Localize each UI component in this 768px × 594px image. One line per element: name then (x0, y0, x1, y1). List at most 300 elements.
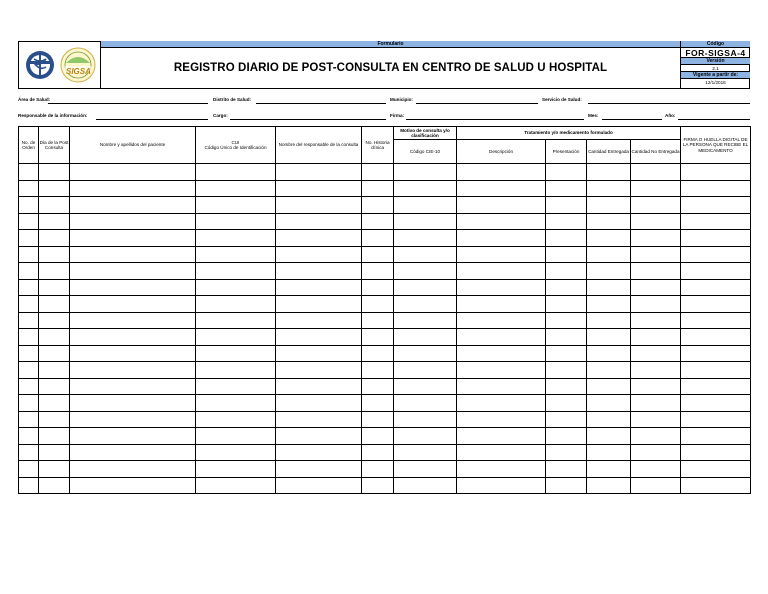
table-cell[interactable] (587, 246, 631, 263)
month-field[interactable] (602, 119, 662, 120)
table-cell[interactable] (19, 395, 39, 412)
table-cell[interactable] (681, 428, 751, 445)
table-cell[interactable] (546, 230, 587, 247)
table-cell[interactable] (394, 395, 457, 412)
table-row (19, 378, 751, 395)
table-cell[interactable] (457, 444, 546, 461)
service-label: Servicio de Salud: (542, 97, 582, 102)
table-cell[interactable] (631, 197, 681, 214)
table-cell[interactable] (394, 411, 457, 428)
table-cell[interactable] (362, 296, 394, 313)
col-delivered-header: Cantidad Entregada (587, 140, 631, 164)
district-field[interactable] (256, 103, 386, 104)
table-cell[interactable] (546, 197, 587, 214)
table-cell[interactable] (276, 395, 362, 412)
table-cell[interactable] (457, 213, 546, 230)
table-cell[interactable] (631, 362, 681, 379)
col-cui-title: CUI (231, 139, 240, 145)
table-cell[interactable] (39, 395, 70, 412)
table-cell[interactable] (39, 279, 70, 296)
district-label: Distrito de Salud: (213, 97, 252, 102)
table-cell[interactable] (196, 395, 276, 412)
table-cell[interactable] (681, 345, 751, 362)
table-cell[interactable] (196, 378, 276, 395)
table-cell[interactable] (587, 428, 631, 445)
table-body (19, 164, 751, 494)
table-cell[interactable] (457, 345, 546, 362)
table-cell[interactable] (681, 329, 751, 346)
table-cell[interactable] (631, 329, 681, 346)
table-cell[interactable] (546, 428, 587, 445)
table-cell[interactable] (276, 296, 362, 313)
table-cell[interactable] (362, 164, 394, 181)
table-cell[interactable] (70, 230, 196, 247)
logo-area (18, 41, 101, 89)
table-cell[interactable] (546, 180, 587, 197)
table-cell[interactable] (39, 362, 70, 379)
table-cell[interactable] (631, 345, 681, 362)
table-cell[interactable] (362, 180, 394, 197)
table-cell[interactable] (196, 362, 276, 379)
table-cell[interactable] (19, 279, 39, 296)
table-cell[interactable] (70, 180, 196, 197)
table-cell[interactable] (19, 296, 39, 313)
table-cell[interactable] (631, 378, 681, 395)
table-cell[interactable] (631, 411, 681, 428)
table-cell[interactable] (70, 213, 196, 230)
post-consult-table (18, 126, 751, 494)
table-cell[interactable] (362, 197, 394, 214)
table-cell[interactable] (587, 329, 631, 346)
table-cell[interactable] (19, 197, 39, 214)
table-cell[interactable] (681, 312, 751, 329)
responsible-label: Responsable de la información: (18, 113, 88, 118)
table-cell[interactable] (587, 180, 631, 197)
table-cell[interactable] (457, 180, 546, 197)
table-cell[interactable] (362, 263, 394, 280)
table-cell[interactable] (362, 444, 394, 461)
table-cell[interactable] (19, 230, 39, 247)
table-cell[interactable] (19, 444, 39, 461)
table-cell[interactable] (546, 477, 587, 494)
table-cell[interactable] (39, 378, 70, 395)
table-cell[interactable] (587, 230, 631, 247)
table-cell[interactable] (276, 444, 362, 461)
table-cell[interactable] (276, 246, 362, 263)
table-cell[interactable] (546, 395, 587, 412)
area-field[interactable] (48, 103, 208, 104)
table-cell[interactable] (394, 213, 457, 230)
table-row (19, 428, 751, 445)
table-cell[interactable] (457, 395, 546, 412)
table-cell[interactable] (457, 246, 546, 263)
table-cell[interactable] (276, 329, 362, 346)
position-field[interactable] (230, 119, 386, 120)
table-cell[interactable] (276, 411, 362, 428)
table-cell[interactable] (394, 362, 457, 379)
version-value: 2.1 (681, 65, 750, 72)
table-cell[interactable] (19, 164, 39, 181)
table-cell[interactable] (546, 246, 587, 263)
table-cell[interactable] (19, 213, 39, 230)
table-cell[interactable] (362, 378, 394, 395)
table-cell[interactable] (39, 263, 70, 280)
col-not-delivered-header: Cantidad No Entregada (631, 140, 681, 164)
table-cell[interactable] (196, 246, 276, 263)
month-label: Mes: (588, 113, 599, 118)
table-cell[interactable] (587, 296, 631, 313)
table-cell[interactable] (70, 246, 196, 263)
table-cell[interactable] (631, 461, 681, 478)
table-cell[interactable] (394, 477, 457, 494)
col-cie-header: Código CIE-10 (394, 140, 457, 164)
table-cell[interactable] (276, 345, 362, 362)
responsible-field[interactable] (96, 119, 208, 120)
table-cell[interactable] (196, 197, 276, 214)
table-cell[interactable] (394, 180, 457, 197)
table-cell[interactable] (70, 411, 196, 428)
col-history-header: No. Historia clínica (362, 127, 394, 164)
table-row (19, 246, 751, 263)
table-row (19, 345, 751, 362)
form-type-bar: Formulario (101, 41, 680, 48)
table-cell[interactable] (681, 213, 751, 230)
table-cell[interactable] (681, 444, 751, 461)
table-cell[interactable] (681, 279, 751, 296)
table-cell[interactable] (196, 444, 276, 461)
table-cell[interactable] (681, 477, 751, 494)
table-cell[interactable] (196, 477, 276, 494)
table-cell[interactable] (394, 263, 457, 280)
table-cell[interactable] (19, 378, 39, 395)
table-cell[interactable] (70, 279, 196, 296)
table-cell[interactable] (362, 213, 394, 230)
table-cell[interactable] (70, 461, 196, 478)
table-cell[interactable] (546, 461, 587, 478)
table-cell[interactable] (681, 296, 751, 313)
table-cell[interactable] (681, 378, 751, 395)
table-cell[interactable] (546, 312, 587, 329)
table-cell[interactable] (681, 411, 751, 428)
table-cell[interactable] (457, 312, 546, 329)
table-cell[interactable] (196, 164, 276, 181)
table-cell[interactable] (70, 395, 196, 412)
table-cell[interactable] (362, 395, 394, 412)
code-value: FOR-SIGSA-4 (681, 48, 750, 58)
table-cell[interactable] (546, 296, 587, 313)
col-reason-header: Motivo de consulta y/o clasificación (394, 127, 457, 140)
table-cell[interactable] (394, 378, 457, 395)
table-cell[interactable] (546, 411, 587, 428)
table-cell[interactable] (19, 263, 39, 280)
table-cell[interactable] (546, 263, 587, 280)
table-cell[interactable] (196, 279, 276, 296)
table-cell[interactable] (457, 279, 546, 296)
table-cell[interactable] (631, 180, 681, 197)
table-cell[interactable] (39, 411, 70, 428)
table-cell[interactable] (457, 329, 546, 346)
table-cell[interactable] (70, 197, 196, 214)
table-cell[interactable] (362, 279, 394, 296)
table-cell[interactable] (39, 312, 70, 329)
table-cell[interactable] (362, 411, 394, 428)
table-cell[interactable] (681, 197, 751, 214)
table-cell[interactable] (587, 411, 631, 428)
table-row (19, 411, 751, 428)
table-cell[interactable] (394, 428, 457, 445)
table-cell[interactable] (587, 395, 631, 412)
table-cell[interactable] (631, 246, 681, 263)
table-cell[interactable] (196, 345, 276, 362)
table-cell[interactable] (19, 329, 39, 346)
table-row (19, 230, 751, 247)
table-cell[interactable] (276, 230, 362, 247)
table-cell[interactable] (70, 263, 196, 280)
table-cell[interactable] (457, 378, 546, 395)
table-cell[interactable] (362, 246, 394, 263)
table-cell[interactable] (39, 230, 70, 247)
table-cell[interactable] (39, 444, 70, 461)
table-cell[interactable] (587, 477, 631, 494)
table-row (19, 296, 751, 313)
table-cell[interactable] (39, 345, 70, 362)
col-presentation-header: Presentación (546, 140, 587, 164)
table-cell[interactable] (362, 345, 394, 362)
logo-text: SIGSA (66, 67, 91, 76)
table-cell[interactable] (362, 230, 394, 247)
table-cell[interactable] (681, 246, 751, 263)
table-row (19, 213, 751, 230)
table-cell[interactable] (276, 362, 362, 379)
table-cell[interactable] (39, 213, 70, 230)
page-title: REGISTRO DIARIO DE POST-CONSULTA EN CENTRO DE SALUD U HOSPITAL (173, 62, 608, 74)
table-cell[interactable] (276, 197, 362, 214)
table-cell[interactable] (587, 263, 631, 280)
table-row (19, 279, 751, 296)
table-cell[interactable] (587, 164, 631, 181)
table-cell[interactable] (19, 428, 39, 445)
table-cell[interactable] (587, 197, 631, 214)
table-cell[interactable] (587, 312, 631, 329)
table-cell[interactable] (457, 296, 546, 313)
table-cell[interactable] (196, 411, 276, 428)
table-cell[interactable] (546, 345, 587, 362)
table-cell[interactable] (394, 444, 457, 461)
table-row (19, 477, 751, 494)
table-cell[interactable] (70, 428, 196, 445)
table-cell[interactable] (70, 329, 196, 346)
table-cell[interactable] (587, 378, 631, 395)
table-row (19, 197, 751, 214)
municipality-label: Municipio: (390, 97, 413, 102)
table-cell[interactable] (681, 395, 751, 412)
table-cell[interactable] (276, 164, 362, 181)
table-cell[interactable] (394, 164, 457, 181)
table-cell[interactable] (196, 230, 276, 247)
table-cell[interactable] (39, 428, 70, 445)
table-cell[interactable] (681, 461, 751, 478)
municipality-field[interactable] (416, 103, 538, 104)
table-cell[interactable] (276, 477, 362, 494)
table-cell[interactable] (587, 213, 631, 230)
table-cell[interactable] (546, 362, 587, 379)
table-cell[interactable] (631, 428, 681, 445)
table-cell[interactable] (276, 378, 362, 395)
table-cell[interactable] (457, 164, 546, 181)
table-cell[interactable] (19, 477, 39, 494)
table-cell[interactable] (19, 180, 39, 197)
table-cell[interactable] (362, 477, 394, 494)
table-cell[interactable] (394, 312, 457, 329)
table-cell[interactable] (457, 197, 546, 214)
valid-label: Vigente a partir de: (681, 72, 750, 79)
table-cell[interactable] (19, 246, 39, 263)
table-cell[interactable] (587, 279, 631, 296)
table-cell[interactable] (394, 197, 457, 214)
table-cell[interactable] (457, 230, 546, 247)
table-cell[interactable] (394, 296, 457, 313)
table-row (19, 263, 751, 280)
table-cell[interactable] (196, 213, 276, 230)
table-cell[interactable] (631, 395, 681, 412)
table-cell[interactable] (394, 329, 457, 346)
table-cell[interactable] (362, 461, 394, 478)
table-cell[interactable] (394, 246, 457, 263)
signature-label: Firma: (390, 113, 405, 118)
service-field[interactable] (588, 103, 750, 104)
table-cell[interactable] (546, 164, 587, 181)
col-description-header: Descripción (457, 140, 546, 164)
col-treatment-header: Tratamiento y/o medicamento formulado (457, 127, 681, 140)
table-cell[interactable] (276, 312, 362, 329)
table-cell[interactable] (394, 230, 457, 247)
table-cell[interactable] (362, 362, 394, 379)
table-cell[interactable] (631, 213, 681, 230)
table-cell[interactable] (631, 230, 681, 247)
table-row (19, 362, 751, 379)
table-cell[interactable] (19, 362, 39, 379)
col-cui-header (196, 127, 276, 164)
table-cell[interactable] (681, 362, 751, 379)
form-code-block (680, 41, 750, 89)
table-cell[interactable] (196, 180, 276, 197)
table-cell[interactable] (196, 428, 276, 445)
table-cell[interactable] (457, 411, 546, 428)
table-cell[interactable] (39, 246, 70, 263)
table-cell[interactable] (681, 230, 751, 247)
table-cell[interactable] (394, 345, 457, 362)
table-cell[interactable] (362, 312, 394, 329)
sigsa-logo-icon (58, 47, 98, 83)
table-row (19, 395, 751, 412)
table-cell[interactable] (19, 345, 39, 362)
table-cell[interactable] (70, 345, 196, 362)
table-cell[interactable] (39, 329, 70, 346)
table-cell[interactable] (362, 329, 394, 346)
code-label: Código (681, 41, 750, 48)
position-label: Cargo: (213, 113, 228, 118)
table-cell[interactable] (546, 279, 587, 296)
table-row (19, 312, 751, 329)
table-cell[interactable] (631, 444, 681, 461)
area-label: Área de Salud: (18, 97, 51, 102)
table-cell[interactable] (70, 362, 196, 379)
table-cell[interactable] (70, 164, 196, 181)
col-cui-subtitle: Código Único de Identificación (204, 145, 267, 150)
table-cell[interactable] (587, 461, 631, 478)
table-cell[interactable] (587, 444, 631, 461)
table-cell[interactable] (70, 296, 196, 313)
table-cell[interactable] (196, 461, 276, 478)
version-label: Versión (681, 58, 750, 65)
table-cell[interactable] (457, 461, 546, 478)
table-cell[interactable] (546, 444, 587, 461)
table-cell[interactable] (196, 296, 276, 313)
table-cell[interactable] (631, 164, 681, 181)
table-cell[interactable] (19, 461, 39, 478)
table-cell[interactable] (70, 312, 196, 329)
col-responsible-header: Nombre del responsable de la consulta (276, 127, 362, 164)
table-cell[interactable] (587, 362, 631, 379)
table-cell[interactable] (39, 197, 70, 214)
table-cell[interactable] (546, 378, 587, 395)
table-cell[interactable] (587, 345, 631, 362)
table-cell[interactable] (631, 279, 681, 296)
table-row (19, 164, 751, 181)
table-cell[interactable] (39, 461, 70, 478)
table-cell[interactable] (276, 180, 362, 197)
table-cell[interactable] (631, 312, 681, 329)
table-cell[interactable] (70, 378, 196, 395)
table-cell[interactable] (39, 477, 70, 494)
table-cell[interactable] (276, 213, 362, 230)
table-cell[interactable] (546, 213, 587, 230)
table-cell[interactable] (196, 329, 276, 346)
table-cell[interactable] (70, 444, 196, 461)
table-cell[interactable] (276, 428, 362, 445)
table-cell[interactable] (394, 279, 457, 296)
table-cell[interactable] (457, 428, 546, 445)
table-cell[interactable] (362, 428, 394, 445)
year-field[interactable] (678, 119, 750, 120)
table-cell[interactable] (70, 477, 196, 494)
table-cell[interactable] (196, 263, 276, 280)
table-cell[interactable] (631, 263, 681, 280)
table-cell[interactable] (19, 411, 39, 428)
table-cell[interactable] (276, 279, 362, 296)
table-row (19, 444, 751, 461)
table-cell[interactable] (19, 312, 39, 329)
table-cell[interactable] (457, 263, 546, 280)
table-cell[interactable] (39, 296, 70, 313)
col-day-header: Día de la Post Consulta (39, 127, 70, 164)
table-cell[interactable] (546, 329, 587, 346)
table-cell[interactable] (681, 164, 751, 181)
table-cell[interactable] (39, 180, 70, 197)
table-cell[interactable] (631, 296, 681, 313)
table-cell[interactable] (681, 180, 751, 197)
table-cell[interactable] (457, 477, 546, 494)
table-cell[interactable] (631, 477, 681, 494)
table-cell[interactable] (394, 461, 457, 478)
table-cell[interactable] (457, 362, 546, 379)
table-cell[interactable] (196, 312, 276, 329)
table-cell[interactable] (39, 164, 70, 181)
table-cell[interactable] (276, 263, 362, 280)
table-cell[interactable] (276, 461, 362, 478)
table-cell[interactable] (681, 263, 751, 280)
signature-field[interactable] (406, 119, 584, 120)
